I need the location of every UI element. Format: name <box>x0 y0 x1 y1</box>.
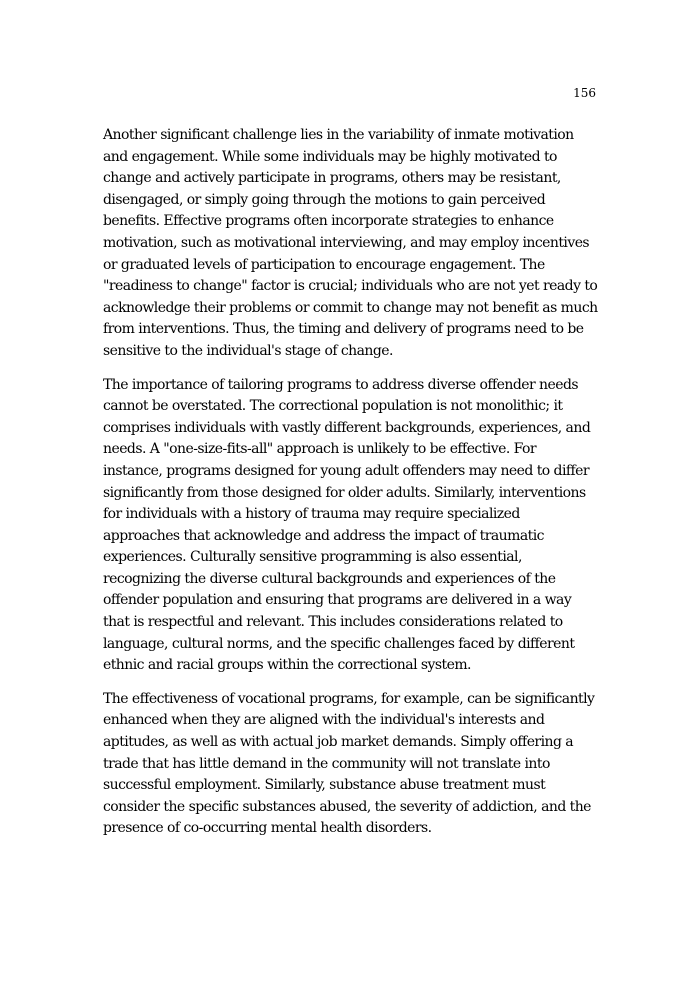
paragraph-vocational: The effectiveness of vocational programs, for example, can be significantly enhanced when they are aligned with the individual's interests and aptitudes, as well as with actual job market demands. Simply offering a trade that has little demand in the community will not translate into successful employment. Similarly, substance abuse treatment must consider the specific substances abused, the severity of addiction, and the presence of co-occurring mental health disorders. <box>103 690 595 837</box>
paragraph-motivation: Another significant challenge lies in the variability of inmate motivation and engagement. While some individuals may be highly motivated to change and actively participate in programs, others may be resistant, disengaged, or simply going through the motions to gain perceived benefits. Effective programs often incorporate strategies to enhance motivation, such as motivational interviewing, and may employ incentives or graduated levels of participation to encourage engagement. The "readiness to change" factor is crucial; individuals who are not yet ready to acknowledge their problems or commit to change may not benefit as much from interventions. Thus, the timing and delivery of programs need to be sensitive to the individual's stage of change. <box>103 127 598 359</box>
paragraph-tailoring: The importance of tailoring programs to address diverse offender needs cannot be overstated. The correctional population is not monolithic; it comprises individuals with vastly different backgrounds, experiences, and needs. A "one-size-fits-all" approach is unlikely to be effective. For instance, programs designed for young adult offenders may need to differ significantly from those designed for older adults. Similarly, interventions for individuals with a history of trauma may require specialized approaches that acknowledge and address the impact of traumatic experiences. Culturally sensitive programming is also essential, recognizing the diverse cultural backgrounds and experiences of the offender population and ensuring that programs are delivered in a way that is respectful and relevant. This includes considerations related to language, cultural norms, and the specific challenges faced by different ethnic and racial groups within the correctional system. <box>103 376 591 674</box>
page-number: 156 <box>573 86 596 100</box>
body-text <box>103 125 599 852</box>
